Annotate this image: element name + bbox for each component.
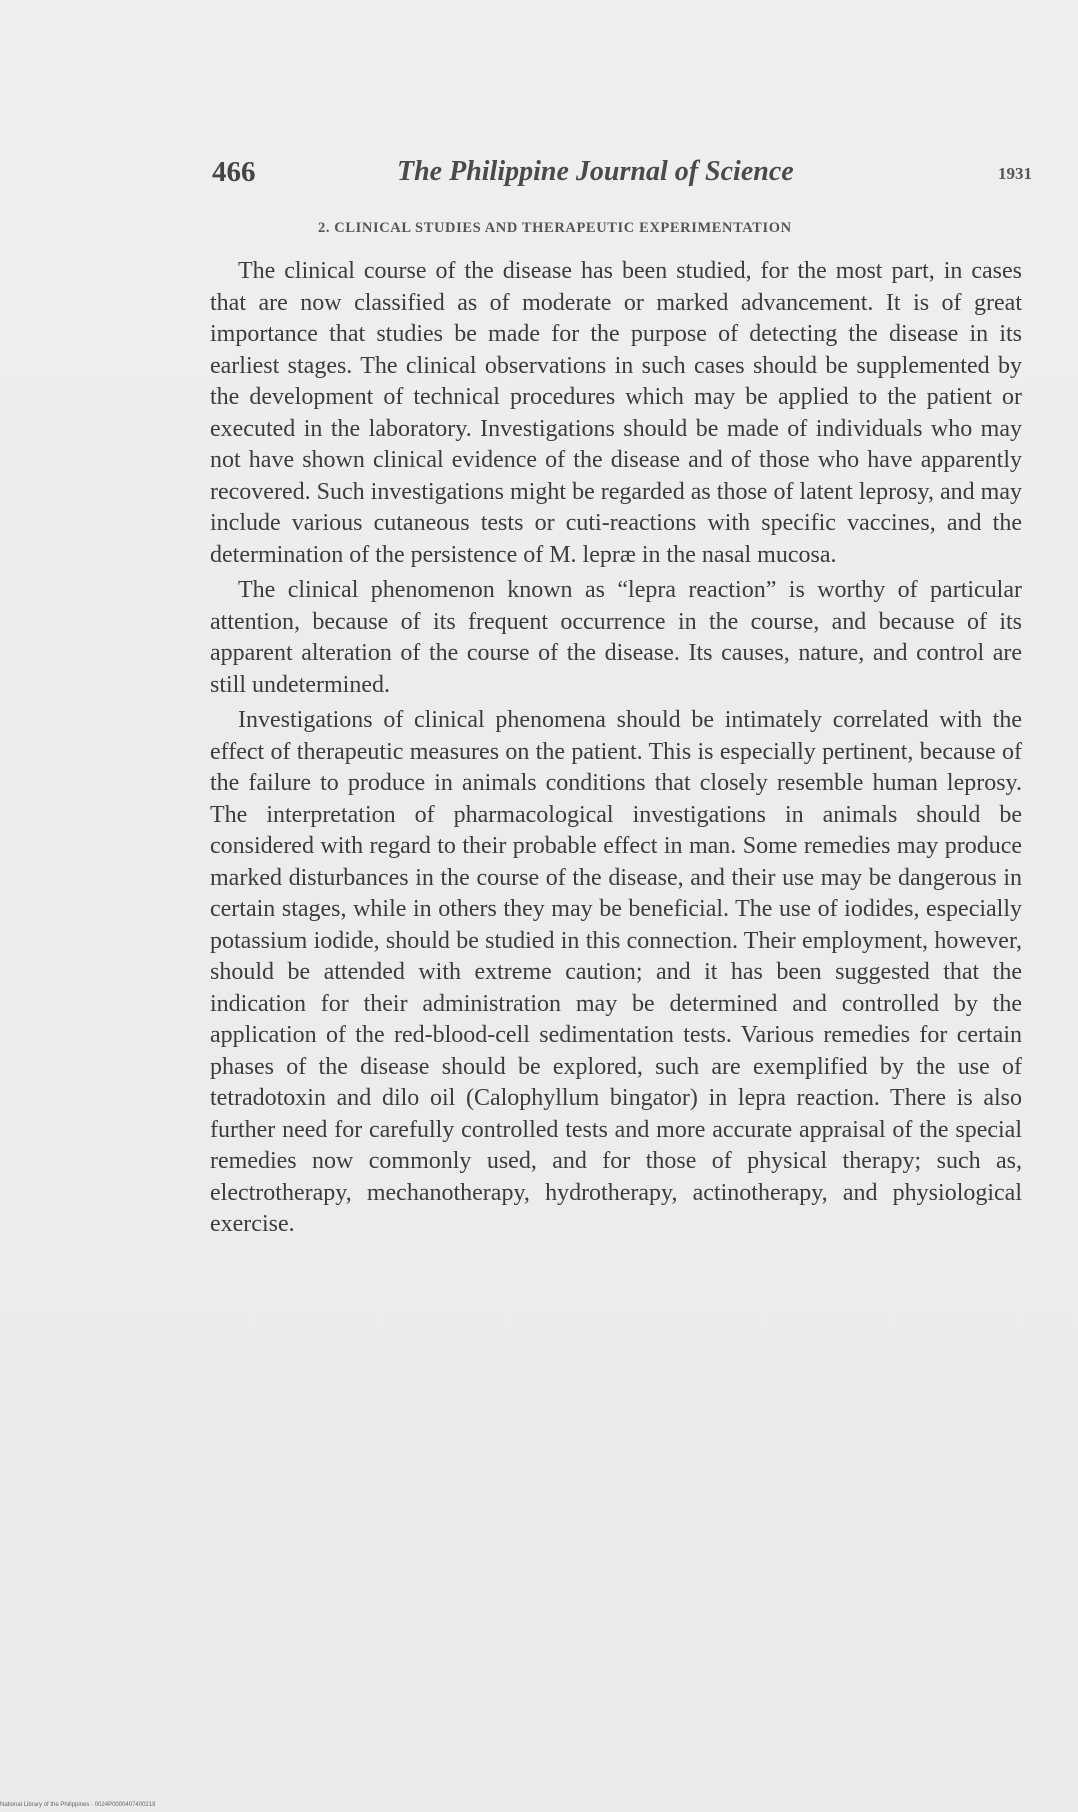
section-heading: 2. CLINICAL STUDIES AND THERAPEUTIC EXPERIMENTATION [318,220,792,236]
paragraph-therapeutic-measures: Investigations of clinical phenomena should be intimately correlated with the effect of therapeutic measures on the patient. This is especially pertinent, because of the failure to produce in animals conditions that closely resemble human leprosy. The interpretation of pharmacological investigations in animals should be considered with regard to their probable effect in man. Some remedies may produce marked disturbances in the course of the disease, and their use may be dangerous in certain stages, while in others they may be beneficial. The use of iodides, especially potassium iodide, should be studied in this connection. Their employment, however, should be attended with extreme caution; and it has been suggested that the indication for their administration may be determined and controlled by the application of the red-blood-cell sedimentation tests. Various remedies for certain phases of the disease should be explored, such are exemplified by the use of tetradotoxin and dilo oil (Calophyllum bingator) in lepra reaction. There is also further need for carefully controlled tests and more accurate appraisal of the special remedies now commonly used, and for those of physical therapy; such as, electrotherapy, mechanotherapy, hydrotherapy, actinotherapy, and physiological exercise. [210,707,1022,1237]
paragraph-early-detection: The clinical course of the disease has been studied, for the most part, in cases that are now classified as of moderate or marked advancement. It is of great importance that studies be made for the purpose of detecting the disease in its earliest stages. The clinical observations in such cases should be supplemented by the development of technical procedures which may be applied to the patient or executed in the laboratory. Investigations should be made of individuals who may not have shown clinical evidence of the disease and of those who have apparently recovered. Such investigations might be regarded as those of latent leprosy, and may include various cutaneous tests or cuti-reactions with specific vaccines, and the determination of the persistence of M. lepræ in the nasal mucosa. [210,258,1022,568]
page-number: 466 [212,156,256,188]
body-text [210,256,1022,1241]
publication-year: 1931 [998,164,1032,183]
journal-title: The Philippine Journal of Science [397,156,794,187]
scan-credit: National Library of the Philippines · 0024P0000407400219 [0,1802,156,1808]
running-header [212,152,1032,192]
paragraph-lepra-reaction: The clinical phenomenon known as “lepra reaction” is worthy of particular attention, because of its frequent occurrence in the course, and because of its apparent alteration of the course of the disease. Its causes, nature, and control are still undetermined. [210,577,1022,698]
